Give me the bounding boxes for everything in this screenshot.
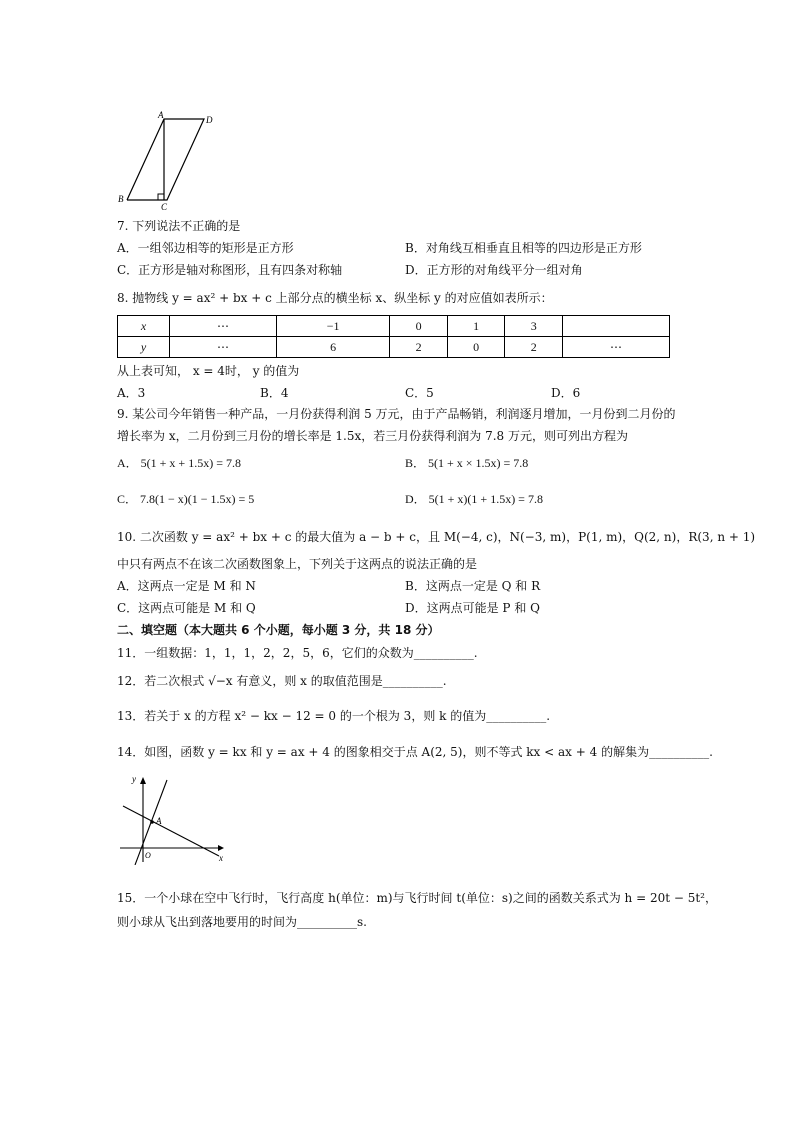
- label-B: B: [118, 194, 124, 204]
- label-A: A: [158, 110, 164, 120]
- q15-line1: 15．一个小球在空中飞行时，飞行高度 h(单位：m)与飞行时间 t(单位：s)之间的函数关系式为 h = 20t − 5t²，: [117, 891, 717, 905]
- section-heading: 二、填空题（本大题共 6 个小题，每小题 3 分，共 18 分）: [117, 623, 440, 637]
- q11: 11．一组数据：1，1，1，2，2，5，6，它们的众数为__________.: [117, 646, 478, 660]
- table-cell: 3: [505, 316, 563, 337]
- q14: 14．如图，函数 y = kx 和 y = ax + 4 的图象相交于点 A(2, 5)，则不等式 kx < ax + 4 的解集为__________.: [117, 745, 713, 759]
- right-angle-mark: [158, 194, 164, 200]
- table-cell: 1: [447, 316, 505, 337]
- table-cell: ⋯: [170, 316, 277, 337]
- point-A: [150, 820, 154, 824]
- q8-note: 从上表可知， x = 4时， y 的值为: [117, 364, 300, 378]
- q10-stem-line2: 中只有两点不在该二次函数图象上，下列关于这两点的说法正确的是: [117, 557, 478, 571]
- q9-stem-line1: 9. 某公司今年销售一种产品，一月份获得利润 5 万元，由于产品畅销，利润逐月增加，一月份到二月份的: [117, 407, 676, 421]
- q7-option-b: B．对角线互相垂直且相等的四边形是正方形: [405, 241, 642, 255]
- q7-option-c: C．正方形是轴对称图形，且有四条对称轴: [117, 263, 343, 277]
- q10-stem-line1: 10. 二次函数 y = ax² + bx + c 的最大值为 a − b + c，且 M(−4, c)，N(−3, m)，P(1, m)，Q(2, n)，R(3, n + 1): [117, 530, 756, 544]
- table-cell: 6: [276, 337, 389, 358]
- table-row: [118, 316, 670, 337]
- label-O: O: [145, 851, 151, 860]
- table-cell: 2: [505, 337, 563, 358]
- table-cell: ⋯: [170, 337, 277, 358]
- q15-line2: 则小球从飞出到落地要用的时间为__________s.: [117, 915, 367, 929]
- label-D: D: [206, 115, 213, 125]
- table-cell: 0: [447, 337, 505, 358]
- q8-value-table: [117, 315, 670, 358]
- parallelogram-figure: [115, 110, 225, 210]
- table-cell: [563, 316, 670, 337]
- table-cell: ⋯: [563, 337, 670, 358]
- table-cell: x: [118, 316, 170, 337]
- q8-option-a: A．3: [117, 386, 146, 400]
- label-x: x: [219, 853, 223, 863]
- q13: 13．若关于 x 的方程 x² − kx − 12 = 0 的一个根为 3，则 k 的值为__________.: [117, 709, 551, 723]
- q9-option-c: C． 7.8(1 − x)(1 − 1.5x) = 5: [117, 492, 255, 506]
- label-A: A: [156, 816, 162, 826]
- table-row: [118, 337, 670, 358]
- label-y: y: [132, 774, 136, 784]
- q9-option-a: A． 5(1 + x + 1.5x) = 7.8: [117, 456, 241, 470]
- q7-option-a: A．一组邻边相等的矩形是正方形: [117, 241, 294, 255]
- function-graph-figure: [115, 770, 230, 865]
- q10-option-a: A．这两点一定是 M 和 N: [117, 579, 256, 593]
- table-cell: 0: [390, 316, 448, 337]
- q9-option-b: B． 5(1 + x × 1.5x) = 7.8: [405, 456, 529, 470]
- q8-stem: 8. 抛物线 y = ax² + bx + c 上部分点的横坐标 x、纵坐标 y 的对应值如表所示：: [117, 291, 553, 305]
- q7-stem: 7. 下列说法不正确的是: [117, 219, 241, 233]
- q8-option-b: B．4: [260, 386, 289, 400]
- table-cell: y: [118, 337, 170, 358]
- table-cell: 2: [390, 337, 448, 358]
- label-C: C: [161, 202, 168, 210]
- parallelogram-outline: [127, 119, 204, 200]
- q9-stem-line2: 增长率为 x，二月份到三月份的增长率是 1.5x，若三月份获得利润为 7.8 万元，则可列出方程为: [117, 429, 628, 443]
- table-cell: −1: [276, 316, 389, 337]
- q12: 12．若二次根式 √−x 有意义，则 x 的取值范围是__________.: [117, 674, 447, 688]
- q7-option-d: D．正方形的对角线平分一组对角: [405, 263, 583, 277]
- q10-option-d: D．这两点可能是 P 和 Q: [405, 601, 540, 615]
- q10-option-b: B．这两点一定是 Q 和 R: [405, 579, 541, 593]
- q10-option-c: C．这两点可能是 M 和 Q: [117, 601, 256, 615]
- q8-option-d: D．6: [551, 386, 581, 400]
- y-axis-arrow: [140, 777, 146, 784]
- q8-option-c: C．5: [405, 386, 434, 400]
- q9-option-d: D． 5(1 + x)(1 + 1.5x) = 7.8: [405, 492, 543, 506]
- x-axis-arrow: [218, 845, 224, 851]
